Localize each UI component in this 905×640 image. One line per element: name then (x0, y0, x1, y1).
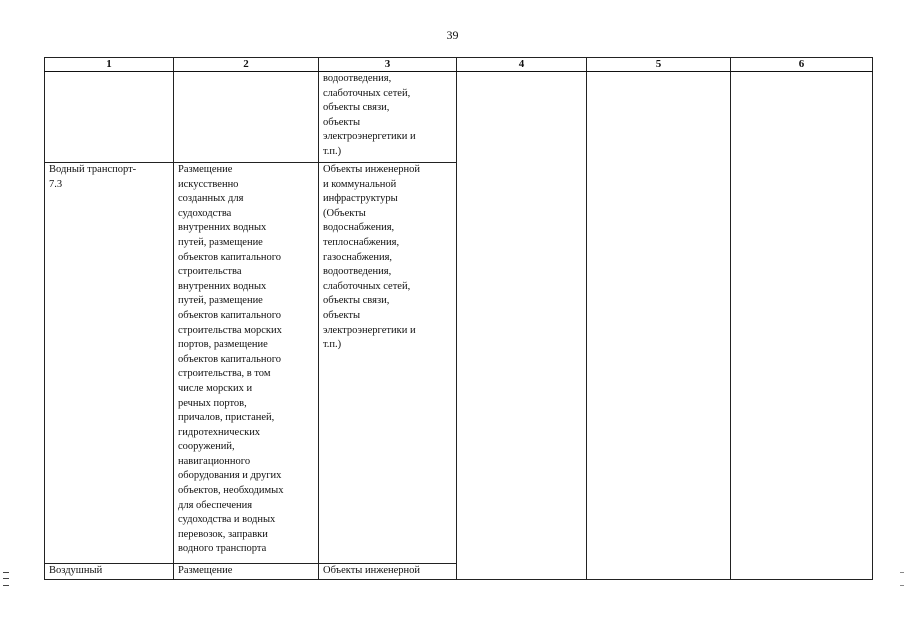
column-header-1: 1 (45, 58, 174, 72)
column-header-3: 3 (319, 58, 457, 72)
cell-description (174, 72, 319, 163)
scan-edge-mark-right (900, 572, 904, 586)
cell-column-6 (731, 72, 873, 580)
cell-permitted-objects: Объекты инженерной и коммунальной инфраструктуры (Объекты водоснабжения, теплоснабжения, газоснабжения, водоотведения, слаботочных сетей, объекты связи, объекты электроэнергетики и т.п.) (319, 163, 457, 564)
cell-permitted-objects: водоотведения, слаботочных сетей, объекты связи, объекты электроэнергетики и т.п.) (319, 72, 457, 163)
page-number: 39 (446, 28, 459, 42)
cell-land-use-type (45, 72, 174, 163)
cell-column-5 (587, 72, 731, 580)
column-header-6: 6 (731, 58, 873, 72)
cell-description: Размещение (174, 564, 319, 580)
cell-description: Размещение искусственно созданных для судоходства внутренних водных путей, размещение объектов капитального строительства внутренних водных путей, размещение объектов капитального строительства морских портов, размещение объектов капитального строительства, в том числе морских и речных портов, причалов, пристаней, гидротехнических сооружений, навигационного оборудования и других объектов, необходимых для обеспечения судоходства и водных перевозок, заправки водного транспорта (174, 163, 319, 564)
header-row (45, 58, 873, 72)
column-header-5: 5 (587, 58, 731, 72)
column-header-4: 4 (457, 58, 587, 72)
cell-column-4 (457, 72, 587, 580)
cell-permitted-objects: Объекты инженерной (319, 564, 457, 580)
column-header-2: 2 (174, 58, 319, 72)
land-use-table (44, 57, 873, 580)
cell-land-use-type: Воздушный (45, 564, 174, 580)
scan-edge-mark-left (3, 572, 9, 586)
cell-land-use-type: Водный транспорт- 7.3 (45, 163, 174, 564)
table-row (45, 72, 873, 163)
